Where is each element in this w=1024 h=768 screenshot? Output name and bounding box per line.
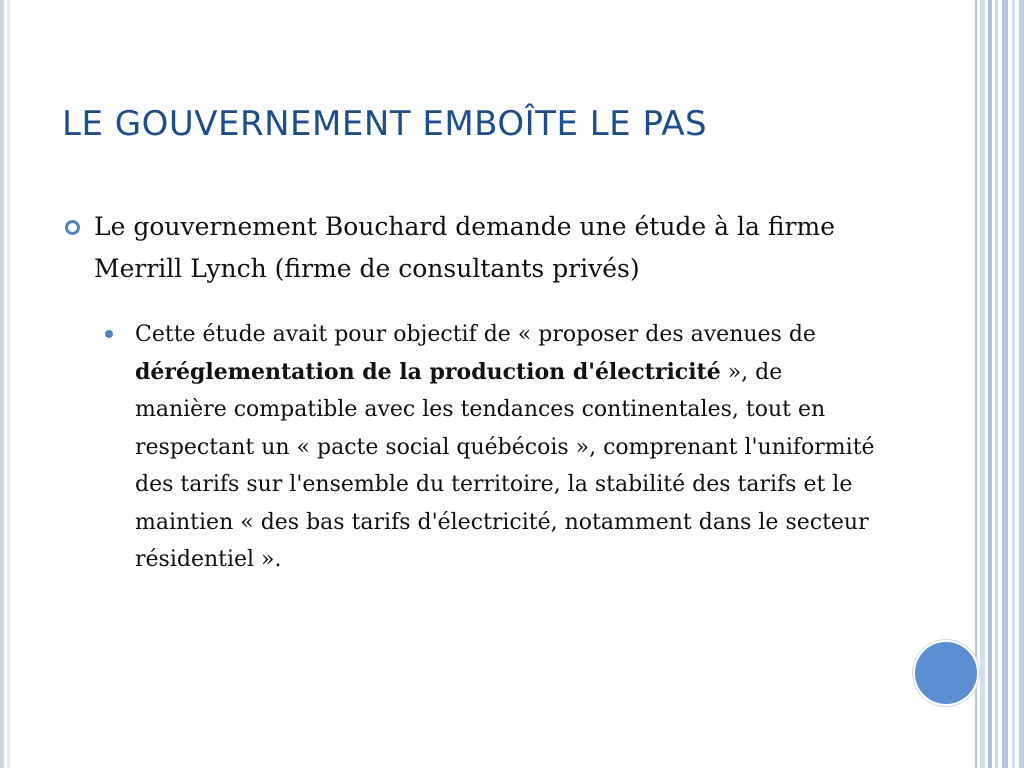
- stripe: [980, 0, 985, 768]
- slide-content: [62, 206, 882, 579]
- bullet-level-2: [96, 316, 875, 579]
- right-decorative-stripes: [975, 0, 1024, 768]
- bullet-level-1: [62, 206, 882, 290]
- bullet-level-2-text-bold: déréglementation de la production d'électricité: [135, 358, 721, 385]
- stripe: [995, 0, 998, 768]
- stripe: [988, 0, 992, 768]
- bullet-level-1-text: Le gouvernement Bouchard demande une étude à la firme Merrill Lynch (firme de consultants privés): [94, 212, 836, 283]
- left-border-line-inner: [7, 0, 10, 768]
- bullet-level-2-text-after: », de manière compatible avec les tendances continentales, tout en respectant un « pacte social québécois », comprenant l'uniformité des tarifs sur l'ensemble du territoire, la stabilité des tarifs et le maintien « des bas tarifs d'électricité, notamment dans le secteur résidentiel ».: [135, 359, 875, 572]
- ring-bullet-icon: [65, 220, 80, 235]
- slide-title: LE GOUVERNEMENT EMBOÎTE LE PAS: [62, 104, 708, 144]
- stripe: [975, 0, 977, 768]
- bullet-level-2-text-before: Cette étude avait pour objectif de « proposer des avenues de: [135, 322, 816, 347]
- stripe: [1012, 0, 1015, 768]
- left-border-line: [0, 0, 4, 768]
- decorative-circle: [913, 640, 979, 706]
- stripe: [1002, 0, 1008, 768]
- dot-bullet-icon: [105, 330, 113, 338]
- stripe: [1019, 0, 1024, 768]
